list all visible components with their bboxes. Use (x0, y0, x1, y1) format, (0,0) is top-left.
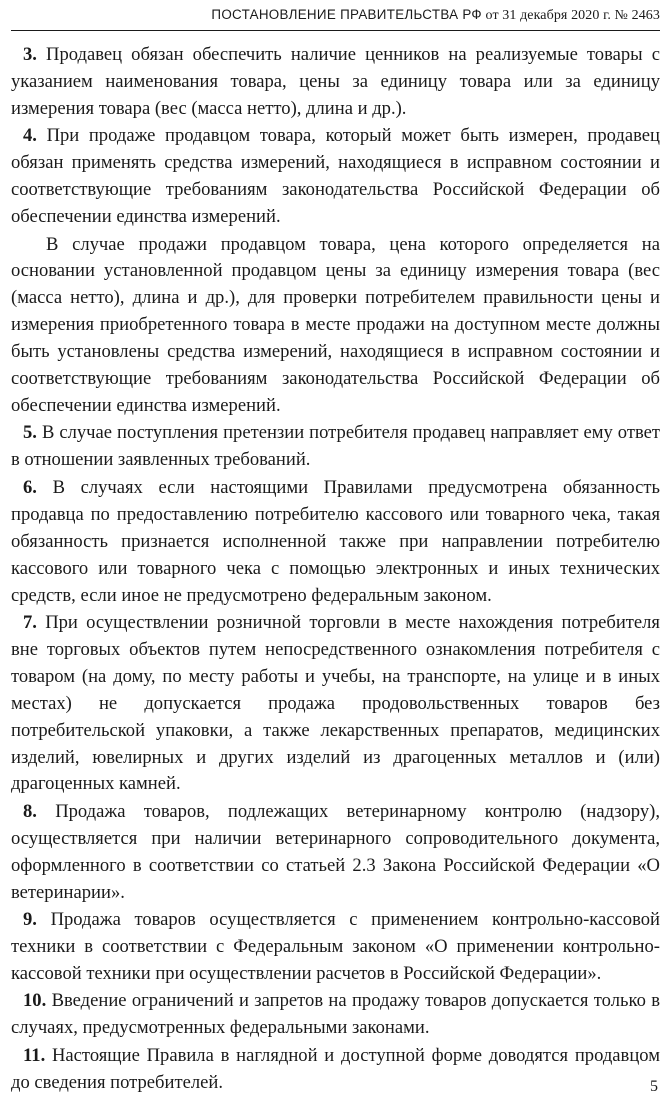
paragraph-number: 6. (23, 476, 37, 498)
paragraph-number: 7. (23, 612, 37, 633)
header-date: от 31 декабря 2020 г. № 2463 (485, 8, 660, 23)
paragraph-text: При осуществлении розничной торговли в месте нахождения потребителя вне торговых объектов путем непосредственного ознакомления потребителя с товаром (на дому, по месту работы и учебы, на транспорте, на улице и в иных местах) не допускается продажа продовольственных товаров без потребительской упаковки, а также лекарственных препаратов, медицинских изделий, ювелирных и других изделий из драгоценных металлов и (или) драгоценных камней. (11, 612, 660, 795)
paragraph-number: 4. (23, 125, 37, 147)
paragraph-text: В случаях если настоящими Правилами предусмотрена обязанность продавца по предоставлению потребителю кассового или товарного чека, такая обязанность признается исполненной также при направлении потребителю кассового или товарного чека с помощью электронных и иных технических средств, если иное не предусмотрено федеральным законом. (11, 476, 660, 606)
paragraph-number: 5. (23, 422, 37, 444)
paragraph-text: Продажа товаров, подлежащих ветеринарному контролю (надзору), осуществляется при наличии ветеринарного сопроводительного документа, оформленного в соответствии со статьей 2.3 Закона Российской Федерации «О ветеринарии». (11, 800, 660, 903)
paragraph-9 (11, 907, 660, 988)
paragraph-text: В случае продажи продавцом товара, цена которого определяется на основании установленной продавцом цены за единицу измерения товара (вес (масса нетто), длина и др.), для проверки потребителем правильности цены и измерения приобретенного товара в месте продажи на доступном месте должны быть установлены средства измерений, находящиеся в исправном состоянии и соответствующие требованиям законодательства Российской Федерации об обеспечении единства измерений. (11, 233, 660, 416)
paragraph-text: Продажа товаров осуществляется с применением контрольно-кассовой техники в соответствии с Федеральным законом «О применении контрольно-кассовой техники при осуществлении расчетов в Российской Федерации». (11, 909, 660, 984)
paragraph-text: При продаже продавцом товара, который может быть измерен, продавец обязан применять средства измерений, находящиеся в исправном состоянии и соответствующие требованиям законодательства Российской Федерации об обеспечении единства измерений. (11, 125, 660, 228)
paragraph-3 (11, 42, 660, 123)
paragraph-number: 10. (23, 990, 47, 1012)
paragraph-text: В случае поступления претензии потребителя продавец направляет ему ответ в отношении заявленных требований. (11, 422, 660, 471)
paragraph-text: Продавец обязан обеспечить наличие ценников на реализуемые товары с указанием наименования товара, цены за единицу товара или за единицу измерения товара (вес (масса нетто), длина и др.). (11, 44, 660, 119)
paragraph-number: 3. (23, 44, 37, 65)
running-header (11, 7, 660, 31)
paragraph-11 (11, 1043, 660, 1097)
paragraph-number: 9. (23, 909, 37, 931)
document-body (11, 42, 660, 1097)
page-number: 5 (650, 1078, 658, 1095)
paragraph-10 (11, 988, 660, 1042)
paragraph-number: 11. (23, 1044, 46, 1066)
paragraph-4 (11, 123, 660, 231)
paragraph-5 (11, 420, 660, 474)
paragraph-text: Настоящие Правила в наглядной и доступной форме доводятся продавцом до сведения потребителей. (11, 1044, 660, 1093)
paragraph-7 (11, 610, 660, 798)
paragraph-text: Введение ограничений и запретов на продажу товаров допускается только в случаях, предусмотренных федеральными законами. (11, 990, 660, 1039)
paragraph-8 (11, 799, 660, 907)
paragraph-4-continued (11, 232, 660, 420)
header-title: ПОСТАНОВЛЕНИЕ ПРАВИТЕЛЬСТВА РФ (211, 7, 482, 22)
paragraph-number: 8. (23, 800, 37, 822)
paragraph-6 (11, 475, 660, 610)
